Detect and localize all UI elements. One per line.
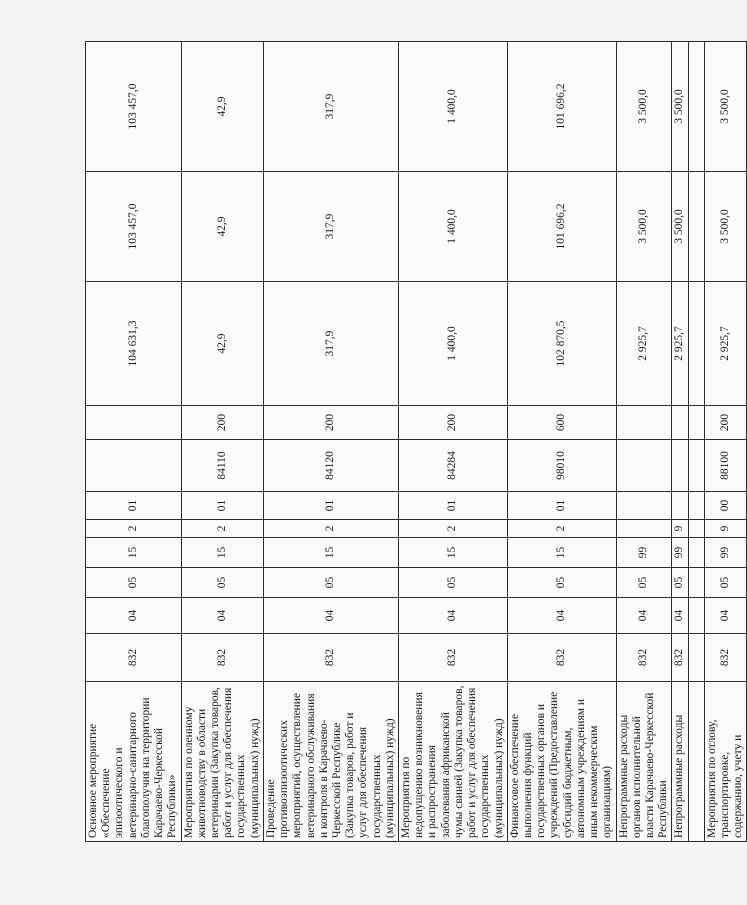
- cell-name: Мероприятия по оленному животноводству в области ветеринарии (Закупка товаров, работ и услуг для обеспечения государственных (муниципальных) нужд): [181, 682, 263, 842]
- cell-sum-2024: 42,9: [181, 42, 263, 172]
- cell-sum-2024: 3 500,0: [616, 42, 672, 172]
- cell-subsection: 05: [507, 568, 616, 598]
- cell-sum-2022: 1 400,0: [399, 282, 508, 406]
- cell-section: 04: [672, 598, 688, 634]
- cell-sum-2022: [688, 282, 704, 406]
- cell-ministry: 832: [704, 634, 747, 682]
- table-row: [507, 42, 616, 842]
- cell-section: 04: [263, 598, 398, 634]
- cell-main-event: 01: [86, 492, 182, 520]
- cell-program: 15: [86, 538, 182, 568]
- cell-program: 99: [704, 538, 747, 568]
- cell-sum-2023: [688, 172, 704, 282]
- cell-sum-2022: 102 870,5: [507, 282, 616, 406]
- cell-sum-2023: 3 500,0: [672, 172, 688, 282]
- cell-name: Мероприятия по отлову, транспортировке, содержанию, учету и: [704, 682, 747, 842]
- cell-program: 15: [263, 538, 398, 568]
- cell-expense-type: 600: [507, 406, 616, 440]
- cell-sum-2022: 42,9: [181, 282, 263, 406]
- cell-section: 04: [704, 598, 747, 634]
- cell-sum-2023: 1 400,0: [399, 172, 508, 282]
- cell-program: 15: [399, 538, 508, 568]
- table-row: [672, 42, 688, 842]
- cell-expense-type: 200: [399, 406, 508, 440]
- cell-sum-2023: 103 457,0: [86, 172, 182, 282]
- cell-subprogram: [616, 520, 672, 538]
- cell-sum-2023: 3 500,0: [616, 172, 672, 282]
- cell-subsection: 05: [263, 568, 398, 598]
- cell-name: Проведение противоэпизоотических мероприятий, осуществление ветеринарного обслуживания и контроля в Карачаево-Черкесской Республике (Закупка товаров, работ и услуг для обеспечения государственных (муниципальных) нужд): [263, 682, 398, 842]
- cell-name: Мероприятия по недопущению возникновения и распространения заболевания африканской чумы свиней (Закупка товаров, работ и услуг для обеспечения государственных (муниципальных) нужд): [399, 682, 508, 842]
- cell-ministry: [688, 634, 704, 682]
- cell-subsection: [688, 568, 704, 598]
- cell-subprogram: 2: [263, 520, 398, 538]
- cell-sum-2024: 3 500,0: [704, 42, 747, 172]
- cell-ministry: 832: [507, 634, 616, 682]
- cell-ministry: 832: [181, 634, 263, 682]
- table-row: [86, 42, 182, 842]
- cell-section: 04: [181, 598, 263, 634]
- cell-sum-2022: 2 925,7: [616, 282, 672, 406]
- cell-main-event: 01: [507, 492, 616, 520]
- cell-main-event: 00: [704, 492, 747, 520]
- cell-subprogram: 2: [181, 520, 263, 538]
- cell-direction: [672, 440, 688, 492]
- cell-subsection: 05: [399, 568, 508, 598]
- cell-expense-type: 200: [181, 406, 263, 440]
- cell-program: 15: [507, 538, 616, 568]
- cell-direction: 84110: [181, 440, 263, 492]
- cell-program: [688, 538, 704, 568]
- cell-direction: [688, 440, 704, 492]
- cell-ministry: 832: [86, 634, 182, 682]
- cell-sum-2024: [688, 42, 704, 172]
- cell-subsection: 05: [672, 568, 688, 598]
- cell-direction: 98010: [507, 440, 616, 492]
- budget-table: [85, 41, 747, 842]
- cell-section: 04: [507, 598, 616, 634]
- cell-name: Непрограммные расходы: [672, 682, 688, 842]
- cell-main-event: [688, 492, 704, 520]
- cell-main-event: 01: [263, 492, 398, 520]
- cell-sum-2024: 103 457,0: [86, 42, 182, 172]
- cell-program: 99: [672, 538, 688, 568]
- cell-direction: [616, 440, 672, 492]
- cell-section: 04: [616, 598, 672, 634]
- cell-expense-type: [86, 406, 182, 440]
- table-row: [399, 42, 508, 842]
- cell-name: Непрограммные расходы органов исполнительной власти Карачаево-Черкесской Республики: [616, 682, 672, 842]
- cell-sum-2022: 2 925,7: [672, 282, 688, 406]
- cell-sum-2022: 317,9: [263, 282, 398, 406]
- table-row: [263, 42, 398, 842]
- cell-name: [688, 682, 704, 842]
- cell-name: Финансовое обеспечение выполнения функций государственных органов и учреждений (Предоставление субсидий бюджетным, автономным учреждениям и иным некоммерческим организациям): [507, 682, 616, 842]
- cell-sum-2023: 3 500,0: [704, 172, 747, 282]
- cell-sum-2023: 317,9: [263, 172, 398, 282]
- cell-ministry: 832: [672, 634, 688, 682]
- cell-sum-2024: 317,9: [263, 42, 398, 172]
- table-row: [616, 42, 672, 842]
- cell-subprogram: 2: [399, 520, 508, 538]
- cell-sum-2024: 1 400,0: [399, 42, 508, 172]
- table-row: [181, 42, 263, 842]
- cell-subsection: 05: [86, 568, 182, 598]
- cell-expense-type: 200: [704, 406, 747, 440]
- cell-name: Основное мероприятие «Обеспечение эпизоотического и ветеринарно-санитарного благополучия на территории Карачаево-Черкесской Республики»: [86, 682, 182, 842]
- cell-sum-2024: 101 696,2: [507, 42, 616, 172]
- cell-expense-type: [688, 406, 704, 440]
- cell-ministry: 832: [263, 634, 398, 682]
- cell-main-event: [616, 492, 672, 520]
- cell-expense-type: [672, 406, 688, 440]
- cell-direction: 88100: [704, 440, 747, 492]
- cell-sum-2022: 2 925,7: [704, 282, 747, 406]
- cell-section: [688, 598, 704, 634]
- cell-sum-2022: 104 631,3: [86, 282, 182, 406]
- cell-subprogram: 2: [86, 520, 182, 538]
- cell-main-event: 01: [399, 492, 508, 520]
- cell-subprogram: 9: [672, 520, 688, 538]
- rotated-table-wrapper: [85, 42, 745, 842]
- cell-direction: 84120: [263, 440, 398, 492]
- cell-section: 04: [86, 598, 182, 634]
- table-row: [704, 42, 747, 842]
- cell-sum-2023: 42,9: [181, 172, 263, 282]
- cell-sum-2023: 101 696,2: [507, 172, 616, 282]
- cell-sum-2024: 3 500,0: [672, 42, 688, 172]
- cell-subprogram: 2: [507, 520, 616, 538]
- cell-direction: [86, 440, 182, 492]
- cell-subprogram: 9: [704, 520, 747, 538]
- cell-main-event: 01: [181, 492, 263, 520]
- cell-section: 04: [399, 598, 508, 634]
- cell-main-event: [672, 492, 688, 520]
- cell-direction: 84284: [399, 440, 508, 492]
- cell-program: 99: [616, 538, 672, 568]
- cell-program: 15: [181, 538, 263, 568]
- cell-subsection: 05: [616, 568, 672, 598]
- table-row: [688, 42, 704, 842]
- cell-subprogram: [688, 520, 704, 538]
- cell-ministry: 832: [399, 634, 508, 682]
- cell-subsection: 05: [704, 568, 747, 598]
- cell-ministry: 832: [616, 634, 672, 682]
- cell-expense-type: 200: [263, 406, 398, 440]
- cell-subsection: 05: [181, 568, 263, 598]
- cell-expense-type: [616, 406, 672, 440]
